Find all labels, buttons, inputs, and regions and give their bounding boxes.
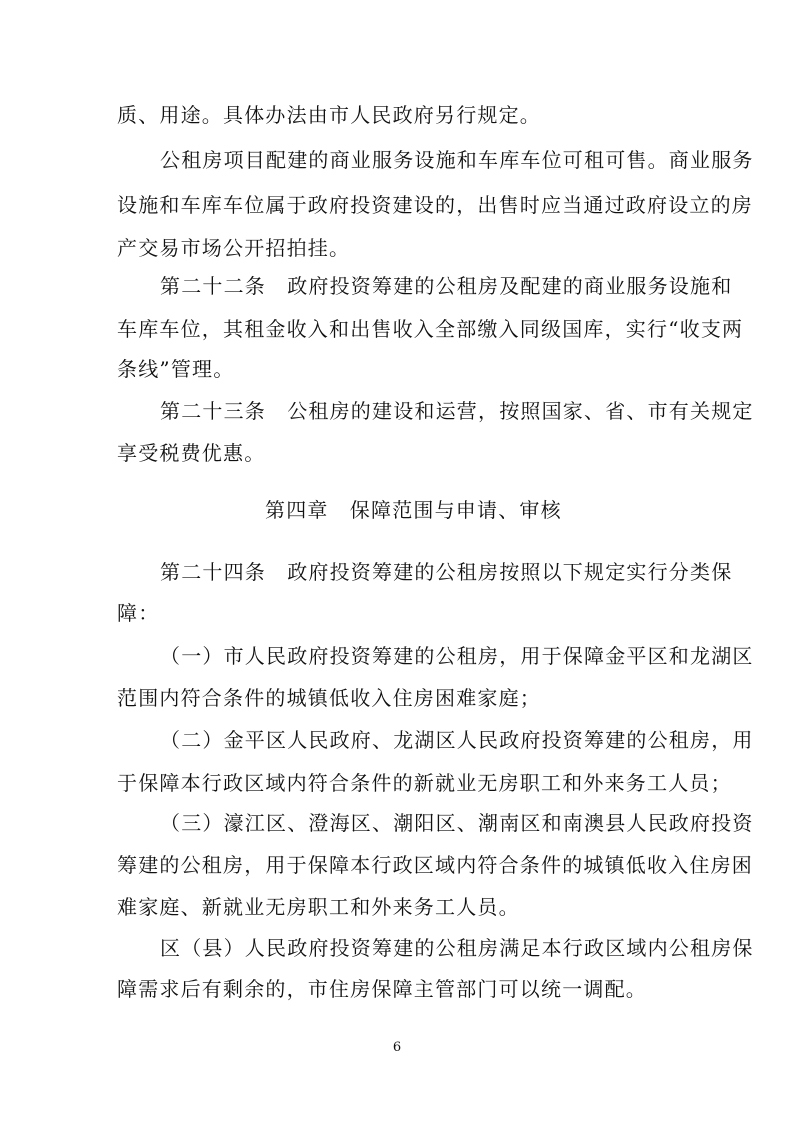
chapter-heading: 第四章 保障范围与申请、审核 bbox=[265, 498, 562, 522]
text-line: 设施和车库车位属于政府投资建设的，出售时应当通过政府设立的房 bbox=[117, 193, 753, 217]
text-line: 产交易市场公开招拍挂。 bbox=[117, 236, 351, 260]
paragraph-start-line: 公租房项目配建的商业服务设施和车库车位可租可售。商业服务 bbox=[160, 148, 754, 172]
item-2-line: （二）金平区人民政府、龙湖区人民政府投资筹建的公租房，用 bbox=[160, 728, 754, 752]
text-line: 筹建的公租房，用于保障本行政区域内符合条件的城镇低收入住房困 bbox=[117, 853, 753, 877]
article-23-line: 第二十三条 公租房的建设和运营，按照国家、省、市有关规定 bbox=[160, 399, 754, 423]
text-line: 于保障本行政区域内符合条件的新就业无房职工和外来务工人员； bbox=[117, 771, 732, 795]
article-24-line: 第二十四条 政府投资筹建的公租房按照以下规定实行分类保 bbox=[160, 560, 733, 584]
article-22-line: 第二十二条 政府投资筹建的公租房及配建的商业服务设施和 bbox=[160, 274, 733, 298]
text-line: 范围内符合条件的城镇低收入住房困难家庭； bbox=[117, 686, 541, 710]
text-line: 难家庭、新就业无房职工和外来务工人员。 bbox=[117, 895, 520, 919]
text-line: 障需求后有剩余的，市住房保障主管部门可以统一调配。 bbox=[117, 977, 647, 1001]
page-number: 6 bbox=[392, 1040, 402, 1055]
text-line: 障： bbox=[117, 601, 160, 625]
text-line: 条线”管理。 bbox=[117, 357, 235, 381]
text-line: 车库车位，其租金收入和出售收入全部缴入同级国库，实行“收支两 bbox=[117, 317, 744, 341]
text-line: 享受税费优惠。 bbox=[117, 441, 266, 465]
item-1-line: （一）市人民政府投资筹建的公租房，用于保障金平区和龙湖区 bbox=[160, 644, 754, 668]
text-line: 质、用途。具体办法由市人民政府另行规定。 bbox=[117, 103, 541, 127]
item-3-line: （三）濠江区、澄海区、潮阳区、潮南区和南澳县人民政府投资 bbox=[160, 811, 754, 835]
paragraph-start-line: 区（县）人民政府投资筹建的公租房满足本行政区域内公租房保 bbox=[160, 936, 754, 960]
